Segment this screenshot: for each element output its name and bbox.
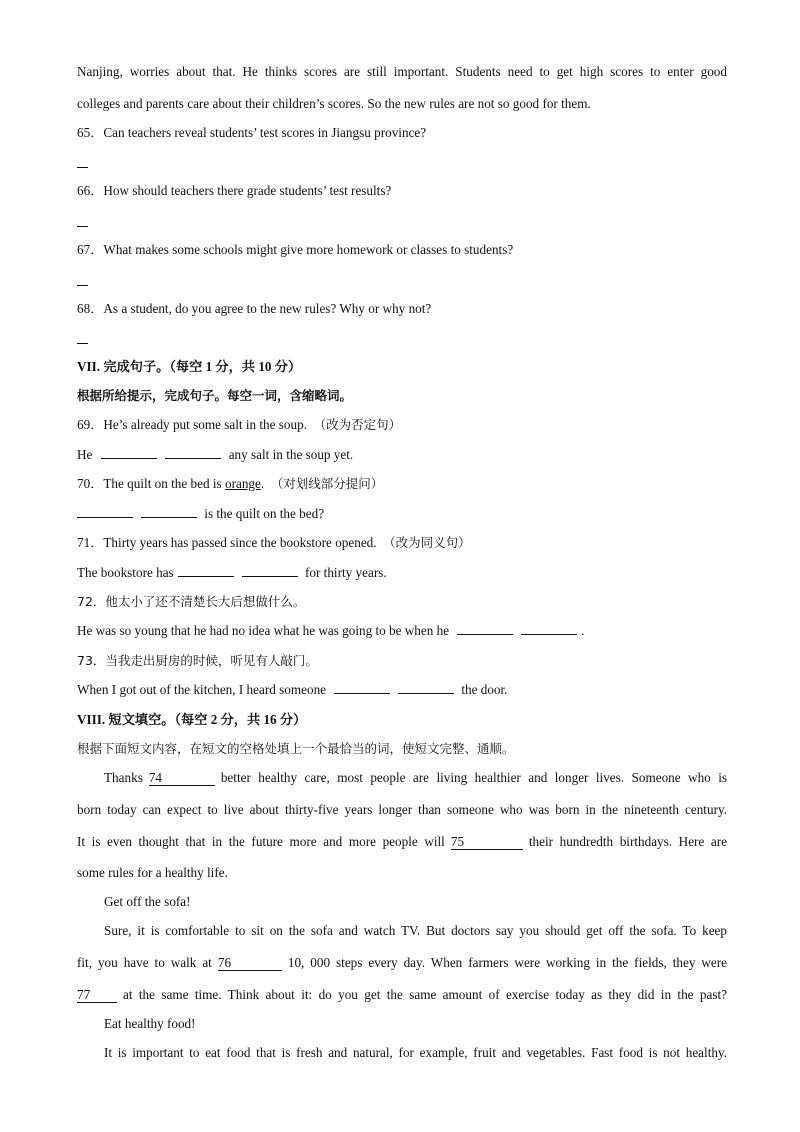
answer-blank[interactable] bbox=[178, 564, 234, 577]
passage-line: fit, you have to walk at 76 10, 000 steps every day. When farmers were working in the fields, they were bbox=[77, 955, 727, 970]
item-71-answer: The bookstore has for thirty years. bbox=[77, 565, 387, 580]
passage-line: 77 at the same time. Think about it: do you get the same amount of exercise today as they did in the past? bbox=[77, 987, 727, 1002]
answer-blank[interactable] bbox=[457, 622, 513, 635]
item-71-question: 71．Thirty years has passed since the bookstore opened. （改为同义句） bbox=[77, 535, 471, 550]
section-7-title: VII. 完成句子。（每空 1 分，共 10 分） bbox=[77, 359, 302, 374]
answer-line-66 bbox=[77, 226, 88, 227]
answer-blank[interactable] bbox=[521, 622, 577, 635]
answer-blank[interactable] bbox=[101, 446, 157, 459]
question-65: 65．Can teachers reveal students’ test scores in Jiangsu province? bbox=[77, 125, 427, 140]
item-69-answer: He any salt in the soup yet. bbox=[77, 447, 354, 462]
passage-line: Sure, it is comfortable to sit on the sofa and watch TV. But doctors say you should get off the sofa. To keep bbox=[104, 923, 727, 938]
item-70-answer: is the quilt on the bed? bbox=[77, 505, 727, 523]
item-72-question: 72．他太小了还不清楚长大后想做什么。 bbox=[77, 594, 306, 609]
section-8-instruction: 根据下面短文内容，在短文的空格处填上一个最恰当的词，使短文完整、通顺。 bbox=[77, 741, 515, 756]
answer-blank[interactable] bbox=[398, 681, 454, 694]
answer-line-67 bbox=[77, 285, 88, 286]
answer-blank[interactable] bbox=[334, 681, 390, 694]
answer-blank[interactable] bbox=[242, 564, 298, 577]
question-68: 68．As a student, do you agree to the new rules? Why or why not? bbox=[77, 301, 432, 316]
answer-line-65 bbox=[77, 167, 88, 168]
item-73-question: 73．当我走出厨房的时候，听见有人敲门。 bbox=[77, 653, 318, 668]
passage-line: Thanks 74 better healthy care, most people are living healthier and longer lives. Someone who is bbox=[104, 770, 727, 785]
question-67: 67．What makes some schools might give more homework or classes to students? bbox=[77, 242, 514, 257]
item-72-answer: He was so young that he had no idea what he was going to be when he . bbox=[77, 623, 585, 638]
section-8-title: VIII. 短文填空。（每空 2 分，共 16 分） bbox=[77, 712, 307, 727]
passage-line: some rules for a healthy life. bbox=[77, 865, 228, 880]
blank-75[interactable]: 75 bbox=[451, 834, 523, 850]
subheading-eat-healthy-food: Eat healthy food! bbox=[104, 1016, 196, 1031]
question-66: 66．How should teachers there grade students’ test results? bbox=[77, 183, 392, 198]
subheading-get-off-sofa: Get off the sofa! bbox=[104, 894, 191, 909]
answer-line-68 bbox=[77, 343, 88, 344]
passage-line: It is important to eat food that is fresh and natural, for example, fruit and vegetables. Fast food is not healthy. bbox=[104, 1045, 727, 1060]
item-73-answer: When I got out of the kitchen, I heard someone the door. bbox=[77, 682, 508, 697]
passage-line: colleges and parents care about their children’s scores. So the new rules are not so good for them. bbox=[77, 96, 591, 111]
answer-blank[interactable] bbox=[165, 446, 221, 459]
underlined-word: orange bbox=[224, 476, 261, 491]
item-69-question: 69．He’s already put some salt in the soup. （改为否定句） bbox=[77, 417, 402, 432]
passage-line: Nanjing, worries about that. He thinks scores are still important. Students need to get high scores to enter good bbox=[77, 64, 727, 79]
item-70-question: 70．The quilt on the bed is orange. （对划线部分提问） bbox=[77, 476, 384, 491]
passage-line: born today can expect to live about thirty-five years longer than someone who was born in the nineteenth century. bbox=[77, 802, 727, 817]
answer-blank[interactable] bbox=[77, 505, 133, 518]
answer-blank[interactable] bbox=[141, 505, 197, 518]
passage-line: It is even thought that in the future more and more people will 75 their hundredth birthdays. Here are bbox=[77, 834, 727, 849]
blank-74[interactable]: 74 bbox=[149, 770, 215, 786]
section-7-instruction: 根据所给提示，完成句子。每空一词，含缩略词。 bbox=[77, 388, 353, 403]
blank-77[interactable]: 77 bbox=[77, 987, 117, 1003]
blank-76[interactable]: 76 bbox=[218, 955, 282, 971]
